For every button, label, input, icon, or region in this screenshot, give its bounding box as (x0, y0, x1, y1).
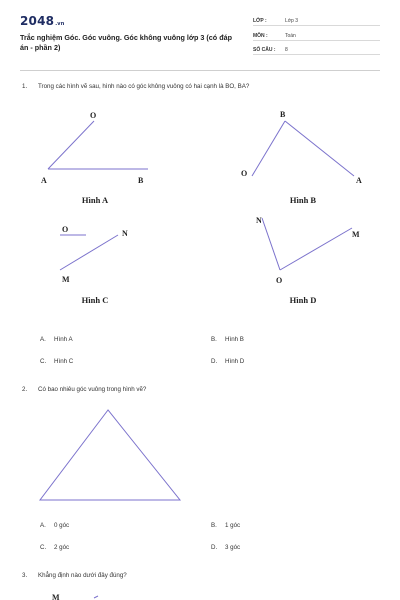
figure-caption: Hình A (81, 195, 109, 205)
option-d[interactable] (211, 358, 244, 365)
point-label: A (356, 176, 362, 185)
meta-label: SỐ CÂU : (253, 47, 276, 53)
meta-question-count (253, 43, 380, 55)
figure-line (60, 235, 118, 270)
option-c[interactable] (40, 358, 73, 365)
figure-b (236, 104, 366, 188)
header-divider (20, 70, 380, 71)
option-a[interactable] (40, 522, 69, 529)
point-label: M (52, 593, 60, 600)
logo-suffix: .vn (55, 21, 65, 27)
figure-line (262, 218, 280, 270)
point-label: O (241, 169, 248, 178)
point-label: N (122, 229, 128, 238)
meta-label: LỚP : (253, 18, 267, 24)
figure-line (48, 121, 94, 169)
option-text: Hình B (225, 336, 244, 343)
option-letter: C. (40, 544, 47, 551)
point-label: M (62, 275, 70, 284)
figure-caption: Hình C (81, 295, 109, 305)
figure-line (285, 121, 354, 176)
point-label: A (41, 176, 47, 185)
option-letter: D. (211, 358, 218, 365)
option-b[interactable] (211, 522, 240, 529)
point-label: M (352, 230, 360, 239)
option-text: 0 góc (54, 522, 70, 529)
question-number: 1. (22, 83, 28, 90)
logo-number: 2048 (20, 14, 55, 28)
question-text: Trong các hình vẽ sau, hình nào có góc không vuông có hai cạnh là BO, BA? (38, 83, 250, 90)
meta-value: Toán (285, 33, 296, 39)
point-label: O (90, 111, 97, 120)
meta-value: 8 (285, 47, 288, 53)
site-logo[interactable] (20, 14, 65, 28)
figure-partial (46, 588, 106, 600)
option-letter: A. (40, 522, 46, 529)
meta-subject (253, 29, 380, 41)
triangle-shape (40, 410, 180, 500)
option-text: Hình C (54, 358, 74, 365)
option-letter: A. (40, 336, 46, 343)
option-b[interactable] (211, 336, 244, 343)
meta-value: Lớp 3 (285, 18, 299, 24)
figure-line (280, 228, 352, 270)
option-text: 2 góc (54, 544, 70, 551)
page-header (0, 0, 400, 66)
point-label: B (280, 110, 286, 119)
figure-triangle (36, 404, 186, 504)
point-label: O (62, 225, 69, 234)
option-text: Hình D (225, 358, 245, 365)
option-letter: B. (211, 336, 217, 343)
question-text: Có bao nhiêu góc vuông trong hình vẽ? (38, 386, 147, 393)
meta-label: MÔN : (253, 33, 268, 39)
option-d[interactable] (211, 544, 240, 551)
option-letter: D. (211, 544, 218, 551)
option-c[interactable] (40, 544, 69, 551)
option-letter: B. (211, 522, 217, 529)
option-a[interactable] (40, 336, 73, 343)
figure-line (252, 121, 285, 176)
page-title: Trắc nghiệm Góc. Góc vuông. Góc không vuông lớp 3 (có đáp án - phần 2) (20, 33, 232, 52)
option-text: Hình A (54, 336, 73, 343)
figure-caption: Hình D (289, 295, 317, 305)
point-label: B (138, 176, 144, 185)
figure-caption: Hình B (289, 195, 317, 205)
figure-line (94, 596, 98, 598)
question-text: Khẳng định nào dưới đây đúng? (38, 572, 127, 579)
figure-a (38, 105, 158, 187)
point-label: N (256, 216, 262, 225)
figure-d (256, 212, 366, 286)
option-letter: C. (40, 358, 47, 365)
question-number: 3. (22, 572, 28, 579)
option-text: 1 góc (225, 522, 241, 529)
meta-grade (253, 14, 380, 26)
figure-c (54, 222, 154, 288)
option-text: 3 góc (225, 544, 241, 551)
point-label: O (276, 276, 283, 285)
question-number: 2. (22, 386, 28, 393)
